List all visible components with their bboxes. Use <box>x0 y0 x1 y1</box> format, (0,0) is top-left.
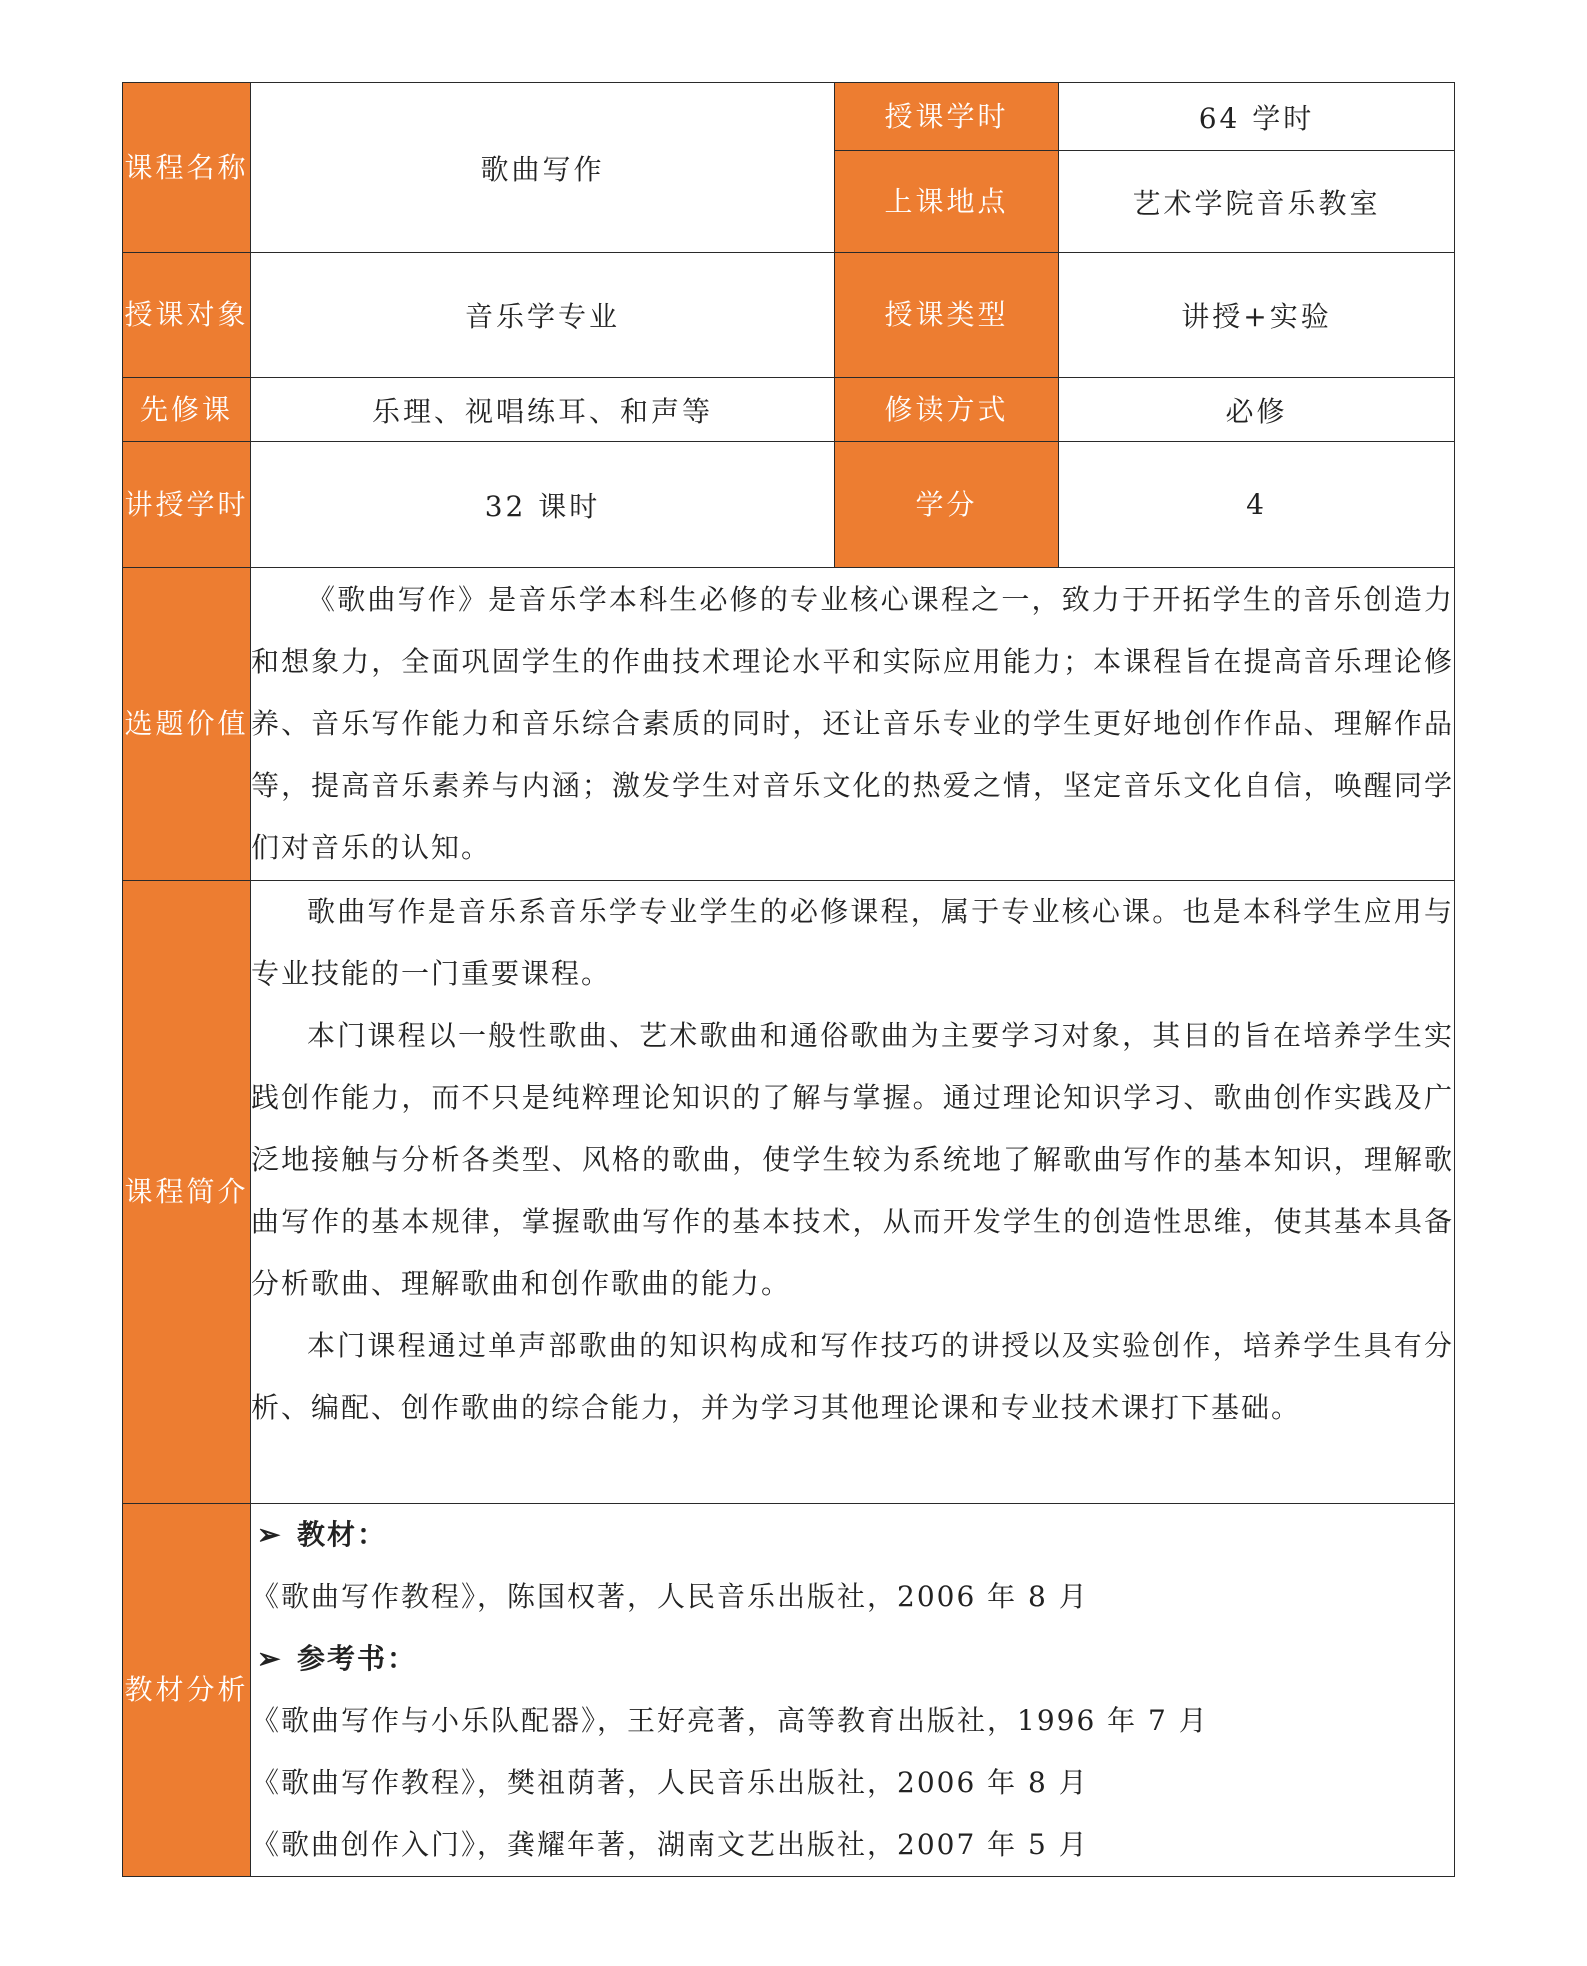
value-label: 选题价值 <box>123 568 251 881</box>
hours-label: 授课学时 <box>835 83 1059 151</box>
lecture-hours-value: 32 课时 <box>251 442 835 568</box>
course-name-label: 课程名称 <box>123 83 251 253</box>
study-mode-label: 修读方式 <box>835 378 1059 442</box>
reference-entry-1: 《歌曲写作与小乐队配器》，王好亮著，高等教育出版社，1996 年 7 月 <box>251 1704 1209 1737</box>
reference-heading: 参考书： <box>297 1642 418 1675</box>
textbook-heading-row <box>251 1504 1454 1566</box>
intro-paragraph-1: 歌曲写作是音乐系音乐学专业学生的必修课程，属于专业核心课。也是本科学生应用与专业技能的一门重要课程。 <box>251 895 1454 990</box>
type-value: 讲授+实验 <box>1059 253 1455 378</box>
prereq-value: 乐理、视唱练耳、和声等 <box>251 378 835 442</box>
intro-paragraph-3: 本门课程通过单声部歌曲的知识构成和写作技巧的讲授以及实验创作，培养学生具有分析、编配、创作歌曲的综合能力，并为学习其他理论课和专业技术课打下基础。 <box>251 1329 1454 1424</box>
intro-label: 课程简介 <box>123 881 251 1504</box>
credits-value: 4 <box>1059 442 1455 568</box>
value-paragraph: 《歌曲写作》是音乐学本科生必修的专业核心课程之一，致力于开拓学生的音乐创造力和想象力，全面巩固学生的作曲技术理论水平和实际应用能力；本课程旨在提高音乐理论修养、音乐写作能力和音乐综合素质的同时，还让音乐专业的学生更好地创作作品、理解作品等，提高音乐素养与内涵；激发学生对音乐文化的热爱之情，坚定音乐文化自信，唤醒同学们对音乐的认知。 <box>251 583 1454 864</box>
intro-cell <box>251 881 1455 1504</box>
textbook-entry: 《歌曲写作教程》，陈国权著，人民音乐出版社，2006 年 8 月 <box>251 1580 1089 1613</box>
materials-cell <box>251 1504 1455 1877</box>
reference-heading-row <box>251 1628 1454 1690</box>
intro-paragraph-2: 本门课程以一般性歌曲、艺术歌曲和通俗歌曲为主要学习对象，其目的旨在培养学生实践创作能力，而不只是纯粹理论知识的了解与掌握。通过理论知识学习、歌曲创作实践及广泛地接触与分析各类型、风格的歌曲，使学生较为系统地了解歌曲写作的基本知识，理解歌曲写作的基本规律，掌握歌曲写作的基本技术，从而开发学生的创造性思维，使其基本具备分析歌曲、理解歌曲和创作歌曲的能力。 <box>251 1019 1454 1300</box>
credits-label: 学分 <box>835 442 1059 568</box>
textbook-heading: 教材： <box>297 1518 388 1551</box>
reference-entry-3: 《歌曲创作入门》，龚耀年著，湖南文艺出版社，2007 年 5 月 <box>251 1828 1089 1861</box>
prereq-label: 先修课 <box>123 378 251 442</box>
location-value: 艺术学院音乐教室 <box>1059 151 1455 253</box>
hours-value: 64 学时 <box>1059 83 1455 151</box>
lecture-hours-label: 讲授学时 <box>123 442 251 568</box>
arrow-bullet-icon: ➢ <box>257 1518 283 1551</box>
arrow-bullet-icon: ➢ <box>257 1642 283 1675</box>
course-name-value: 歌曲写作 <box>251 83 835 253</box>
value-cell <box>251 568 1455 881</box>
reference-entry-2: 《歌曲写作教程》，樊祖荫著，人民音乐出版社，2006 年 8 月 <box>251 1766 1089 1799</box>
study-mode-value: 必修 <box>1059 378 1455 442</box>
type-label: 授课类型 <box>835 253 1059 378</box>
course-info-table <box>122 82 1455 1877</box>
audience-label: 授课对象 <box>123 253 251 378</box>
audience-value: 音乐学专业 <box>251 253 835 378</box>
materials-label: 教材分析 <box>123 1504 251 1877</box>
location-label: 上课地点 <box>835 151 1059 253</box>
